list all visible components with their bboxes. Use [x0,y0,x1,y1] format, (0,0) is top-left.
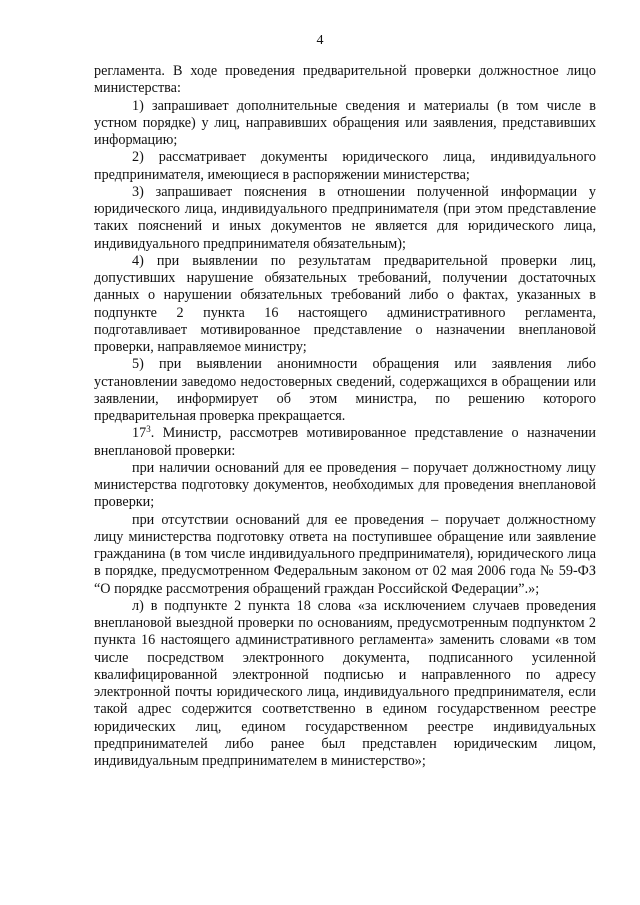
clause-number: 17 [132,425,147,442]
document-body [94,63,596,770]
paragraph-item-5: 5) при выявлении анонимности обращения или заявления либо установлении заведомо недостоверных сведений, содержащихся в обращении или заявлении, информирует об этом министра, по решению которого предварительная проверка прекращается. [94,356,596,424]
paragraph-clause-17-3 [94,425,596,460]
paragraph-item-1: 1) запрашивает дополнительные сведения и материалы (в том числе в устном порядке) у лиц, направивших обращения или заявления, представивших информацию; [94,97,596,148]
clause-superscript: 3 [146,424,151,435]
clause-text: . Министр, рассмотрев мотивированное представление о назначении внеплановой проверки: [94,425,596,459]
page-number: 4 [316,33,324,48]
paragraph-intro: регламента. В ходе проведения предварительной проверки должностное лицо министерства: [94,63,596,97]
paragraph-item-2: 2) рассматривает документы юридического лица, индивидуального предпринимателя, имеющиеся в распоряжении министерства; [94,149,596,183]
paragraph-amendment-l: л) в подпункте 2 пункта 18 слова «за исключением случаев проведения внеплановой выездной проверки по основаниям, предусмотренным подпунктом 2 пункта 16 настоящего административного регламента» заменить словами «в том числе посредством электронного документа, подписанного усиленной квалифицированной электронной подписью и направленного по адресу электронной почты юридического лица, индивидуального предпринимателя, если такой адрес содержится соответственно в едином государственном реестре юридических лиц, едином государственном реестре индивидуальных предпринимателей либо ранее был представлен юридическим лицом, индивидуальным предпринимателем в министерство»; [94,597,596,769]
paragraph-grounds-absent: при отсутствии оснований для ее проведения – поручает должностному лицу министерства подготовку ответа на поступившее обращение или заявление гражданина (в том числе индивидуального предпринимателя), юридического лица в порядке, предусмотренном Федеральным законом от 02 мая 2006 года № 59-ФЗ “О порядке рассмотрения обращений граждан Российской Федерации”.»; [94,511,596,597]
paragraph-grounds-present: при наличии оснований для ее проведения – поручает должностному лицу министерства подготовку документов, необходимых для проведения внеплановой проверки; [94,459,596,511]
paragraph-item-3: 3) запрашивает пояснения в отношении полученной информации у юридического лица, индивидуального предпринимателя (при этом представление таких пояснений и иных документов не является для юридического лица, индивидуального предпринимателя обязательным); [94,183,596,252]
paragraph-item-4: 4) при выявлении по результатам предварительной проверки лиц, допустивших нарушение обязательных требований, получении достаточных данных о нарушении обязательных требований либо о фактах, указанных в подпункте 2 пункта 16 настоящего административного регламента, подготавливает мотивированное представление о назначении внеплановой проверки, направляемое министру; [94,252,596,355]
